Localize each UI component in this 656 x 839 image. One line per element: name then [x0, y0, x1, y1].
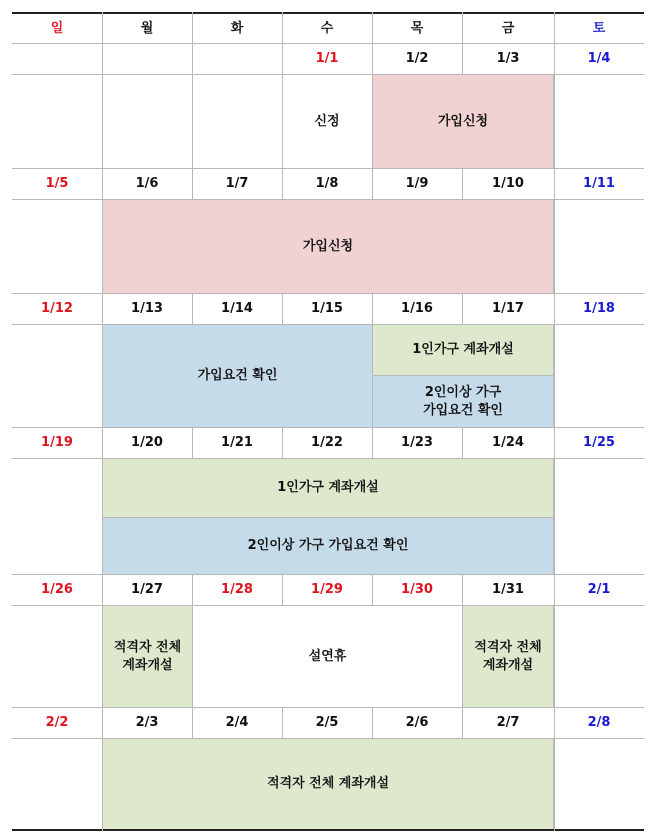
date-cell: 1/30	[401, 582, 433, 597]
date-cell: 1/17	[492, 301, 524, 316]
weekday-sat: 토	[592, 20, 606, 36]
date-cell: 2/8	[587, 715, 611, 730]
date-cell: 2/4	[225, 715, 249, 730]
event-lunar-new-year-holiday: 설연휴	[308, 648, 347, 664]
date-cell: 1/10	[492, 176, 524, 191]
weekday-sun: 일	[50, 20, 64, 36]
date-cell: 1/26	[41, 582, 73, 597]
date-cell: 1/8	[315, 176, 339, 191]
date-cell: 2/7	[496, 715, 520, 730]
event-multi-household-check: 2인이상 가구 가입요건 확인	[372, 375, 554, 428]
date-cell: 2/5	[315, 715, 339, 730]
date-cell: 1/12	[41, 301, 73, 316]
date-cell: 1/31	[492, 582, 524, 597]
event-multi-household-check: 2인이상 가구 가입요건 확인	[102, 517, 554, 575]
date-cell: 1/18	[583, 301, 615, 316]
date-cell: 2/6	[405, 715, 429, 730]
date-cell: 1/9	[405, 176, 429, 191]
date-cell: 2/1	[587, 582, 611, 597]
event-apply: 가입신청	[102, 199, 554, 294]
event-eligible-account-opening: 적격자 전체 계좌개설	[462, 605, 554, 708]
date-cell: 1/28	[221, 582, 253, 597]
event-single-household-account: 1인가구 계좌개설	[372, 324, 554, 376]
date-cell: 1/2	[405, 51, 429, 66]
date-cell: 1/1	[315, 51, 339, 66]
event-sinjeong: 신정	[314, 113, 340, 129]
date-cell: 1/24	[492, 435, 524, 450]
date-cell: 1/4	[587, 51, 611, 66]
date-cell: 1/16	[401, 301, 433, 316]
date-cell: 2/3	[135, 715, 159, 730]
weekday-wed: 수	[320, 20, 334, 36]
date-cell: 1/7	[225, 176, 249, 191]
date-cell: 1/5	[45, 176, 69, 191]
date-cell: 1/13	[131, 301, 163, 316]
event-eligible-account-opening: 적격자 전체 계좌개설	[102, 738, 554, 830]
event-single-household-account: 1인가구 계좌개설	[102, 458, 554, 518]
weekday-tue: 화	[230, 20, 244, 36]
date-cell: 1/3	[496, 51, 520, 66]
date-cell: 1/6	[135, 176, 159, 191]
event-eligible-account-opening: 적격자 전체 계좌개설	[102, 605, 193, 708]
date-cell: 1/19	[41, 435, 73, 450]
date-cell: 1/15	[311, 301, 343, 316]
weekday-thu: 목	[410, 20, 424, 36]
date-cell: 1/23	[401, 435, 433, 450]
date-cell: 1/27	[131, 582, 163, 597]
date-cell: 1/14	[221, 301, 253, 316]
event-eligibility-check: 가입요건 확인	[102, 324, 373, 428]
event-apply: 가입신청	[372, 74, 554, 169]
weekday-fri: 금	[501, 20, 515, 36]
date-cell: 1/29	[311, 582, 343, 597]
date-cell: 1/11	[583, 176, 615, 191]
date-cell: 1/22	[311, 435, 343, 450]
date-cell: 1/25	[583, 435, 615, 450]
date-cell: 2/2	[45, 715, 69, 730]
calendar	[12, 12, 644, 831]
date-cell: 1/21	[221, 435, 253, 450]
weekday-mon: 월	[140, 20, 154, 36]
date-cell: 1/20	[131, 435, 163, 450]
